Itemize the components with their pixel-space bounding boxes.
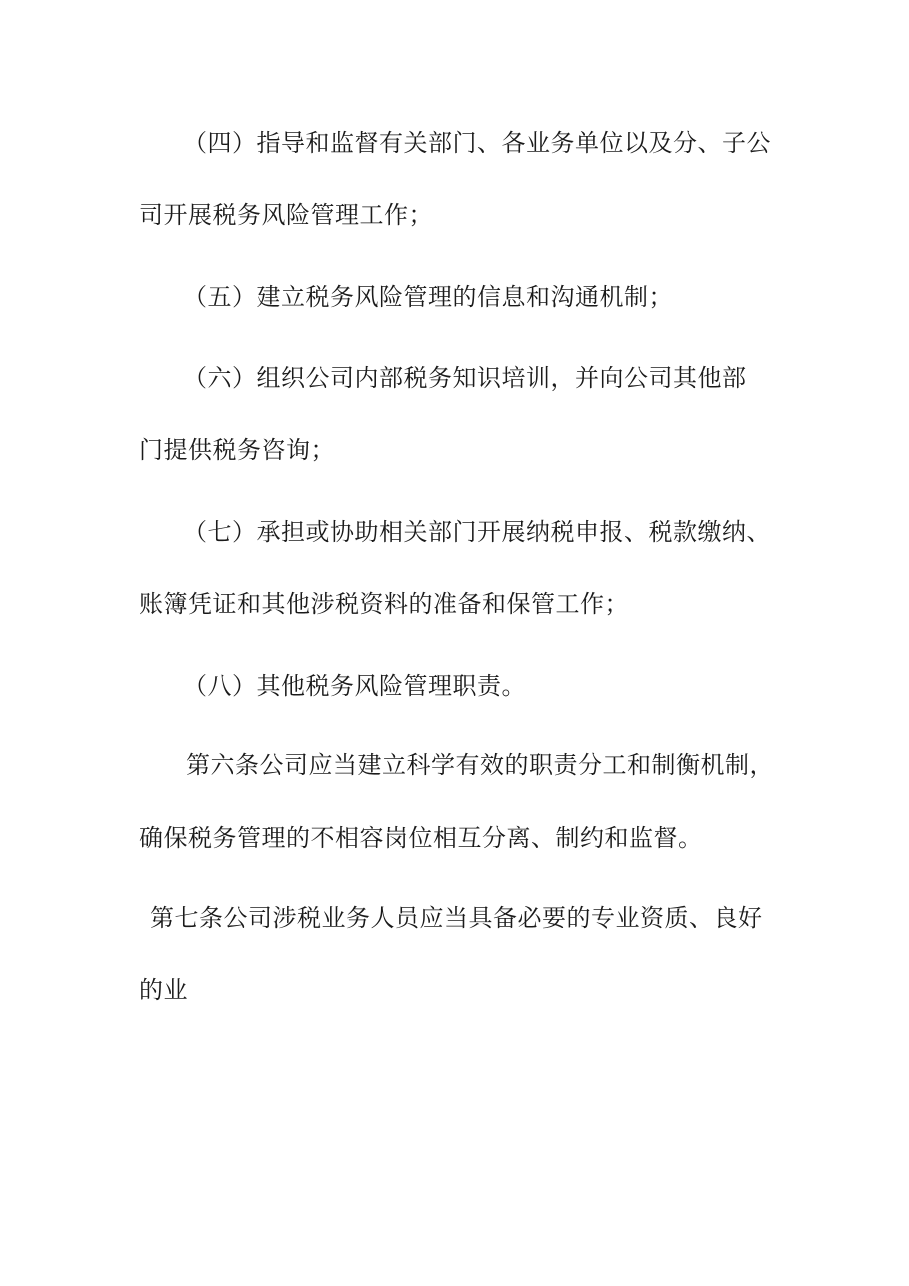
paragraph-line: （四）指导和监督有关部门、各业务单位以及分、子公: [183, 129, 771, 157]
paragraph-line: 第七条公司涉税业务人员应当具备必要的专业资质、良好: [150, 904, 763, 932]
paragraph-line: 的业: [139, 976, 188, 1004]
paragraph-line: （五）建立税务风险管理的信息和沟通机制；: [183, 283, 673, 311]
paragraph-line: 第六条公司应当建立科学有效的职责分工和制衡机制，: [186, 751, 774, 779]
paragraph-line: 门提供税务咨询；: [139, 436, 335, 464]
paragraph-line: （七）承担或协助相关部门开展纳税申报、税款缴纳、: [183, 518, 771, 546]
paragraph-line: （六）组织公司内部税务知识培训，并向公司其他部: [183, 364, 747, 392]
paragraph-line: 账簿凭证和其他涉税资料的准备和保管工作；: [139, 590, 629, 618]
paragraph-line: 司开展税务风险管理工作；: [139, 201, 433, 229]
paragraph-line: （八）其他税务风险管理职责。: [183, 672, 526, 700]
paragraph-line: 确保税务管理的不相容岗位相互分离、制约和监督。: [139, 824, 703, 852]
